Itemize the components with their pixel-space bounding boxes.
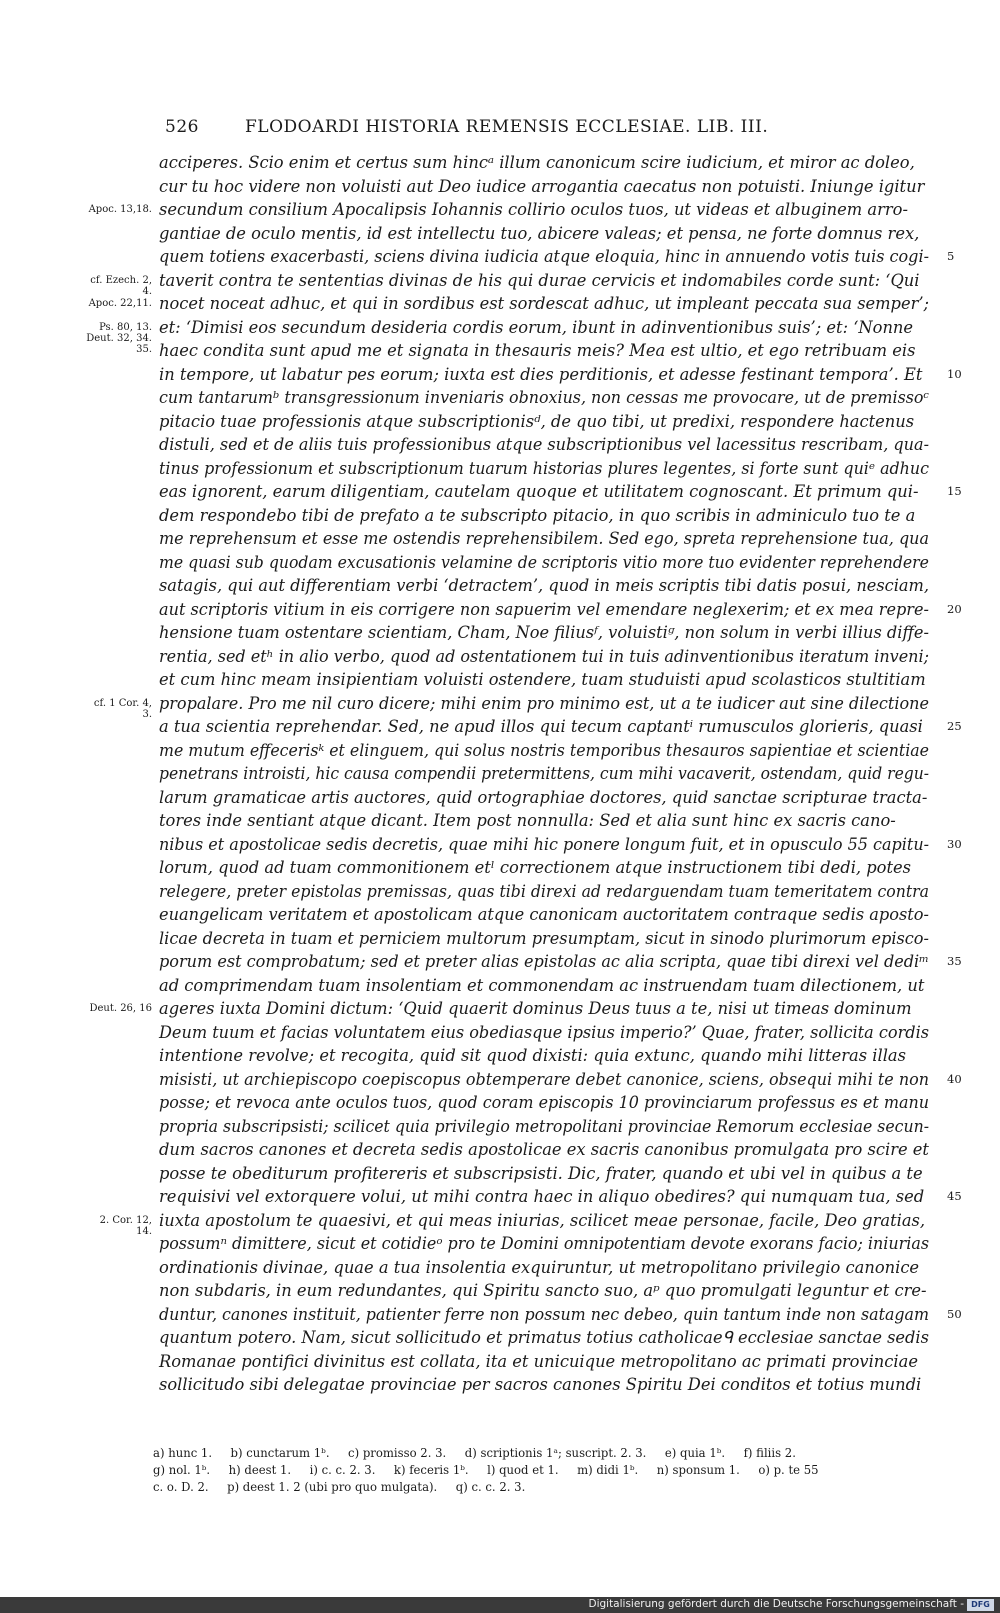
line-text: quem totiens exacerbasti, sciens divina iudicia atque eloquia, hinc in annuendo votis tuis cogi- — [159, 247, 930, 266]
line-text: propalare. Pro me nil curo dicere; mihi enim pro minimo est, ut a te iudicer aut sine dilectione — [159, 693, 929, 713]
text-line — [159, 833, 962, 857]
text-line — [159, 927, 939, 951]
line-number: 20 — [947, 601, 962, 616]
line-text: rentia, sed etʰ in alio verbo, quod ad ostentationem tui in tuis adinventionibus iteratum inveni; — [159, 646, 930, 666]
line-text: tinus professionum et subscriptionum tuarum historias plures legentes, si forte sunt quiᵉ adhuc — [159, 458, 930, 478]
text-line — [99, 1209, 939, 1237]
line-text: me reprehensum et esse me ostendis reprehensibilem. Sed ego, spreta reprehensione tua, qua — [159, 529, 930, 548]
line-text: misisti, ut archiepiscopo coepiscopus obtemperare debet canonice, sciens, obsequi mihi te non — [159, 1069, 929, 1089]
line-text: taverit contra te sententias divinas de his qui durae cervicis et indomabiles corde sunt: ‘Qui — [159, 270, 920, 290]
line-text: eas ignorent, earum diligentiam, cautelam quoque et utilitatem cognoscant. Et primum qui- — [159, 482, 919, 501]
line-text: pitacio tuae professionis atque subscriptionisᵈ, de quo tibi, ut predixi, respondere hactenus — [159, 411, 915, 431]
line-text: cur tu hoc videre non voluisti aut Deo iudice arrogantia caecatus non potuisti. Iniunge igitur — [159, 176, 925, 196]
line-text: secundum consilium Apocalipsis Iohannis collirio oculos tuos, ut videas et albuginem arro- — [159, 200, 908, 219]
text-line — [159, 1303, 962, 1327]
text-line — [90, 269, 939, 297]
line-text: propria subscripsisti; scilicet quia privilegio metropolitani provinciae Remorum ecclesiae secun- — [159, 1116, 930, 1136]
margin-reference: Ps. 80, 13. Deut. 32, 34. 35. — [86, 321, 152, 355]
text-line — [93, 692, 939, 720]
text-line — [159, 457, 939, 481]
text-line — [159, 574, 939, 598]
text-line — [159, 1115, 939, 1139]
line-number: 25 — [947, 719, 962, 733]
text-line — [88, 198, 939, 222]
line-text: Romanae pontifici divinitus est collata, ita et unicuique metropolitano ac primati provinciae — [159, 1351, 918, 1371]
text-line — [159, 739, 939, 763]
footnote-line: a) hunc 1. b) cunctarum 1ᵇ. c) promisso 2. 3. d) scriptionis 1ᵃ; suscript. 2. 3. e) quia 1ᵇ. f) filiis 2. — [153, 1446, 796, 1460]
line-text: satagis, qui aut differentiam verbi ‘detractem’, quod in meis scriptis tibi datis posui, nesciam, — [159, 576, 930, 595]
text-line — [159, 1326, 939, 1350]
line-text: cum tantarumᵇ transgressionum inveniaris obnoxius, non cessas me provocare, ut de premissoᶜ — [159, 388, 930, 407]
page-number: 526 — [165, 117, 199, 137]
main-text — [86, 151, 962, 1397]
line-text: tores inde sentiant atque dicant. Item post nonnulla: Sed et alia sunt hinc ex sacris cano- — [159, 811, 896, 830]
line-number: 10 — [947, 366, 962, 381]
text-line — [159, 1256, 939, 1280]
line-text: posse te obediturum profitereris et subscripsisti. Dic, frater, quando et ubi vel in quibus a te — [159, 1163, 923, 1183]
line-text: ad comprimendam tuam insolentiam et commonendam ac instruendam tuam dilectionem, ut — [159, 975, 925, 995]
line-text: nibus et apostolicae sedis decretis, quae mihi hic ponere longum fuit, et in opusculo 55 capitu- — [159, 834, 930, 854]
margin-reference: cf. Ezech. 2, 4. — [90, 274, 152, 297]
text-line — [159, 1232, 939, 1256]
footnote-line: g) nol. 1ᵇ. h) deest 1. i) c. c. 2. 3. k) feceris 1ᵇ. l) quod et 1. m) didi 1ᵇ. n) sponsum 1. o) p. te 55 — [153, 1463, 819, 1477]
text-line — [159, 1091, 939, 1115]
text-line — [159, 245, 955, 269]
line-text: lorum, quod ad tuam commonitionem etˡ correctionem atque instructionem tibi dedi, potes — [159, 858, 912, 877]
line-text: dum sacros canones et decreta sedis apostolicae ex sacris canonibus promulgata pro scire et — [159, 1140, 929, 1159]
text-line — [159, 1162, 939, 1186]
text-line — [159, 175, 939, 199]
margin-reference: 2. Cor. 12, 14. — [99, 1214, 152, 1237]
line-number: 45 — [947, 1189, 962, 1203]
line-text: Deum tuum et facias voluntatem eius obediasque ipsius imperio?’ Quae, frater, sollicita cordis — [159, 1022, 929, 1042]
margin-reference: Deut. 26, 16 — [89, 1003, 152, 1014]
text-line — [159, 903, 939, 927]
line-text: gantiae de oculo mentis, id est intellectu tuo, abicere valeas; et pensa, ne forte domnus rex, — [159, 223, 920, 243]
text-line — [159, 786, 939, 810]
line-text: intentione revolve; et recogita, quid sit quod dixisti: quia extunc, quando mihi litteras illas — [159, 1046, 906, 1065]
line-text: relegere, preter epistolas premissas, quas tibi direxi ad redarguendam tuam temeritatem contra — [159, 881, 930, 901]
text-line — [159, 1044, 939, 1068]
text-line — [159, 480, 962, 504]
line-number: 40 — [947, 1071, 962, 1086]
line-number: 15 — [947, 484, 962, 498]
line-text: sollicitudo sibi delegatae provinciae per sacros canones Spiritu Dei conditos et totius mundi — [159, 1375, 922, 1394]
text-line — [159, 527, 939, 551]
text-line — [159, 1021, 939, 1045]
footnotes — [153, 1445, 953, 1496]
line-text: porum est comprobatum; sed et preter alias epistolas ac alia scripta, quae tibi direxi vel dediᵐ — [159, 952, 930, 971]
margin-reference: cf. 1 Cor. 4, 3. — [93, 697, 152, 720]
text-line — [159, 1373, 939, 1397]
line-text: dem respondebo tibi de prefato a te subscripto pitacio, in quo scribis in adminiculo tuo te a — [159, 505, 916, 525]
line-text: acciperes. Scio enim et certus sum hincᵃ illum canonicum scire iudicium, et miror ac doleo, — [159, 153, 915, 172]
margin-reference: Apoc. 22,11. — [88, 298, 152, 309]
text-line — [159, 363, 962, 387]
line-text: larum gramaticae artis auctores, quid ortographiae doctores, quid sanctae scripturae tracta- — [159, 787, 928, 807]
running-title: FLODOARDI HISTORIA REMENSIS ECCLESIAE. LIB. III. — [245, 117, 769, 137]
text-line — [159, 880, 939, 904]
text-line — [159, 715, 962, 739]
text-line — [159, 1185, 962, 1209]
text-line — [159, 410, 939, 434]
line-number: 35 — [947, 954, 962, 968]
text-line — [159, 386, 939, 410]
text-line — [89, 997, 939, 1021]
text-line — [159, 551, 939, 575]
line-text: ageres iuxta Domini dictum: ‘Quid quaerit dominus Deus tuus a te, nisi ut timeas dominum — [159, 999, 912, 1018]
text-line — [159, 1068, 962, 1092]
text-line — [159, 950, 962, 974]
line-text: a tua scientia reprehendar. Sed, ne apud illos qui tecum captantⁱ rumusculos glorieris, quasi — [159, 717, 923, 736]
text-line — [159, 974, 939, 998]
line-text: haec condita sunt apud me et signata in thesauris meis? Mea est ultio, et ego retribuam eis — [159, 341, 916, 360]
line-text: ordinationis divinae, quae a tua insolentia exquiruntur, ut metropolitano privilegio canonice — [159, 1257, 920, 1277]
line-text: hensione tuam ostentare scientiam, Cham, Noe filiusᶠ, voluistiᵍ, non solum in verbi illius diffe- — [159, 623, 929, 642]
line-text: non subdaris, in eum redundantes, qui Spiritu sancto suo, aᵖ quo promulgati leguntur et cre- — [159, 1281, 927, 1300]
line-text: duntur, canones instituit, patienter ferre non possum nec debeo, quin tantum inde non satagam — [159, 1304, 930, 1324]
line-text: licae decreta in tuam et perniciem multorum presumptam, sicut in sinodo plurimorum episco- — [159, 928, 929, 948]
text-line — [159, 1350, 939, 1374]
line-number: 50 — [947, 1306, 962, 1321]
text-line — [159, 621, 939, 645]
line-text: in tempore, ut labatur pes eorum; iuxta est dies perditionis, et adesse festinant tempora’. Et — [159, 364, 923, 384]
line-text: iuxta apostolum te quaesivi, et qui meas iniurias, scilicet meae personae, facile, Deo gratias, — [159, 1210, 926, 1230]
text-line — [159, 1279, 939, 1303]
line-text: posse; et revoca ante oculos tuos, quod coram episcopis 10 provinciarum professus es et manu — [159, 1093, 930, 1112]
footer-bar — [0, 1597, 1000, 1613]
text-line — [159, 668, 939, 692]
page-header — [165, 117, 865, 137]
text-line — [88, 292, 939, 316]
text-line — [159, 856, 939, 880]
line-text: et cum hinc meam insipientiam voluisti ostendere, tuam studuisti apud scolasticos stultitiam — [159, 670, 926, 689]
dfg-logo-icon: DFG — [967, 1599, 994, 1611]
line-text: quantum potero. Nam, sicut sollicitudo et primatus totius catholicaeᑫ ecclesiae sanctae sedis — [159, 1328, 929, 1347]
text-line — [159, 151, 939, 175]
line-text: aut scriptoris vitium in eis corrigere non sapuerim vel emendare neglexerim; et ex mea repre- — [159, 599, 929, 619]
text-line — [159, 433, 939, 457]
text-line — [159, 222, 939, 246]
line-number: 30 — [947, 836, 962, 851]
text-line — [159, 809, 939, 833]
text-line — [159, 339, 939, 363]
line-text: euangelicam veritatem et apostolicam atque canonicam auctoritatem contraque sedis aposto- — [159, 905, 930, 924]
line-text: et: ‘Dimisi eos secundum desideria cordis eorum, ibunt in adinventionibus suis’; et: ‘Nonne — [159, 317, 914, 337]
line-number: 5 — [947, 249, 955, 263]
text-line — [159, 762, 939, 786]
text-line — [159, 645, 939, 669]
line-text: penetrans introisti, hic causa compendii pretermittens, cum mihi vacaverit, ostendam, quid regu- — [159, 764, 930, 783]
footer-text: Digitalisierung gefördert durch die Deutsche Forschungsgemeinschaft - — [588, 1598, 964, 1610]
line-text: nocet noceat adhuc, et qui in sordibus est sordescat adhuc, ut impleant peccata sua semper’; — [159, 294, 929, 313]
text-line — [159, 504, 939, 528]
line-text: distuli, sed et de aliis tuis professionibus atque subscriptionibus vel lacessitus rescribam, qua- — [159, 435, 930, 454]
footnote-line: c. o. D. 2. p) deest 1. 2 (ubi pro quo mulgata). q) c. c. 2. 3. — [153, 1480, 526, 1494]
line-text: possumⁿ dimittere, sicut et cotidieᵒ pro te Domini omnipotentiam devote exorans facio; iniurias — [159, 1234, 929, 1253]
line-text: me mutum effecerisᵏ et elinguem, qui solus nostris temporibus thesauros sapientiae et scientiae — [159, 740, 929, 760]
text-line — [159, 1138, 939, 1162]
margin-reference: Apoc. 13,18. — [88, 204, 152, 215]
text-line — [159, 598, 962, 622]
line-text: me quasi sub quodam excusationis velamine de scriptoris vitio more tuo evidenter reprehendere — [159, 552, 929, 572]
line-text: requisivi vel extorquere volui, ut mihi contra haec in aliquo obedires? qui numquam tua, sed — [159, 1187, 925, 1206]
